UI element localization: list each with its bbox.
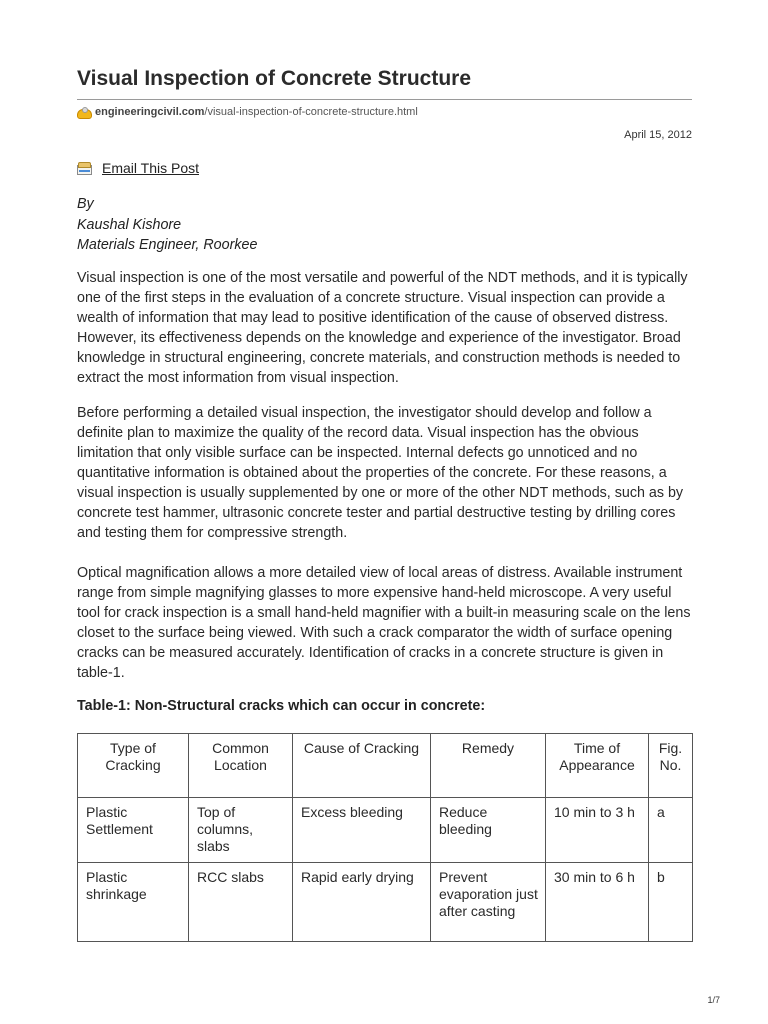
- cell-cause: Excess bleeding: [293, 798, 431, 863]
- cell-location: RCC slabs: [189, 863, 293, 942]
- paragraph-3: Optical magnification allows a more detailed view of local areas of distress. Available instrument range from simple magnifying glasses to more expensive hand-held microscope. A very useful tool for crack inspection is a small hand-held magnifier with a built-in measuring scale on the lens closet to the surface being viewed. With such a crack comparator the width of surface opening cracks can be measured accurately. Identification of cracks in a concrete structure is given in table-1.: [77, 565, 691, 681]
- cell-type: Plastic Settlement: [78, 798, 189, 863]
- paragraph-1: Visual inspection is one of the most versatile and powerful of the NDT methods, and it is typically one of the first steps in the evaluation of a concrete structure. Visual inspection can provide a wealth of information that may lead to positive identification of the cause of observed distress. However, its effectiveness depends on the knowledge and experience of the investigator. Broad knowledge in structural engineering, concrete materials, and construction methods is needed to extract the most information from visual inspection.: [77, 270, 688, 386]
- table-caption: Table-1: Non-Structural cracks which can occur in concrete:: [77, 698, 486, 714]
- header-time: Time of Appearance: [546, 734, 649, 798]
- header-fig: Fig. No.: [649, 734, 693, 798]
- favicon-icon: [77, 108, 91, 117]
- cell-remedy: Reduce bleeding: [431, 798, 546, 863]
- byline-by: By: [77, 196, 94, 212]
- header-remedy: Remedy: [431, 734, 546, 798]
- cell-fig: a: [649, 798, 693, 863]
- byline-role: Materials Engineer, Roorkee: [77, 237, 258, 254]
- email-post[interactable]: [77, 160, 199, 176]
- table-row: [78, 863, 693, 942]
- paragraph-2: Before performing a detailed visual inspection, the investigator should develop and follow a definite plan to maximize the quality of the record data. Visual inspection has the obvious limitation that only visible surface can be inspected. Internal defects go unnoticed and no quantitative information is obtained about the properties of the concrete. For these reasons, a visual inspection is usually supplemented by one or more of the other NDT methods, such as by concrete test hammer, ultrasonic concrete tester and partial destructive testing by drilling cores and testing them for compressive strength.: [77, 405, 684, 541]
- byline-author: Kaushal Kishore: [77, 216, 182, 233]
- email-icon[interactable]: [77, 162, 92, 175]
- source-domain[interactable]: engineeringcivil.com: [95, 106, 205, 118]
- article-title: Visual Inspection of Concrete Structure: [77, 67, 472, 90]
- cell-time: 10 min to 3 h: [546, 798, 649, 863]
- cell-fig: b: [649, 863, 693, 942]
- header-type: Type of Cracking: [78, 734, 189, 798]
- cell-time: 30 min to 6 h: [546, 863, 649, 942]
- table-row: [78, 798, 693, 863]
- cracks-table: [77, 733, 693, 942]
- cell-type: Plastic shrinkage: [78, 863, 189, 942]
- table-header-row: [78, 734, 693, 798]
- source-url[interactable]: [77, 106, 418, 118]
- header-cause: Cause of Cracking: [293, 734, 431, 798]
- header-location: Common Location: [189, 734, 293, 798]
- email-post-link[interactable]: Email This Post: [102, 160, 199, 176]
- title-divider: [77, 99, 692, 100]
- page-indicator: 1/7: [707, 995, 720, 1005]
- cell-remedy: Prevent evaporation just after casting: [431, 863, 546, 942]
- source-path[interactable]: /visual-inspection-of-concrete-structure.html: [204, 106, 418, 118]
- byline: [77, 194, 257, 256]
- post-date: April 15, 2012: [624, 129, 692, 141]
- cell-location: Top of columns, slabs: [189, 798, 293, 863]
- cell-cause: Rapid early drying: [293, 863, 431, 942]
